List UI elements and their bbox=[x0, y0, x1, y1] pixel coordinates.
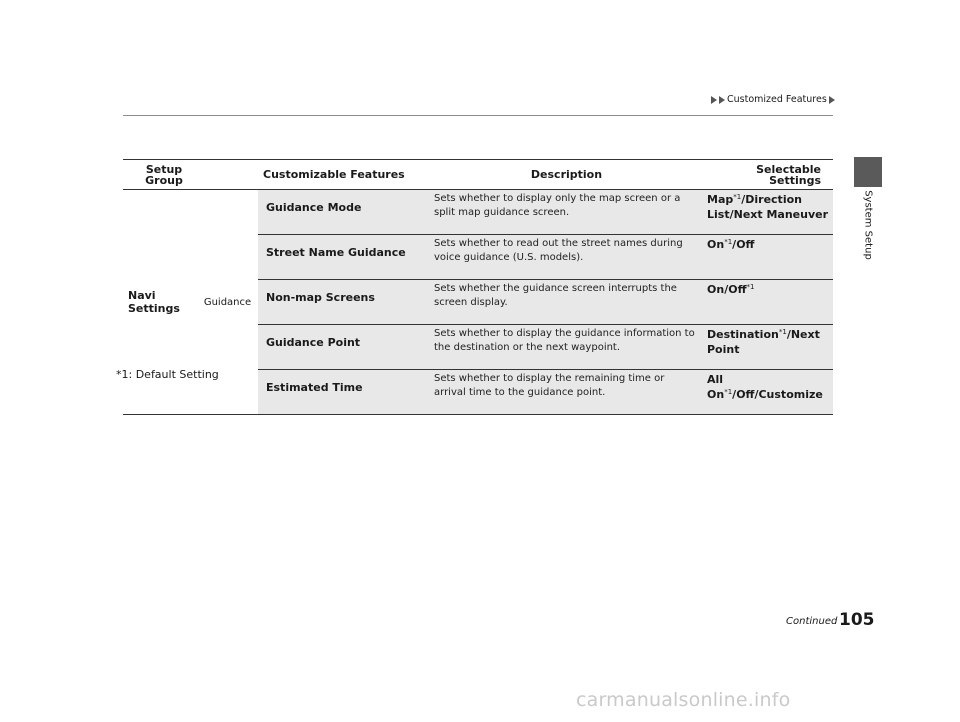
setting-option: On bbox=[707, 283, 725, 296]
default-marker: *1 bbox=[724, 388, 733, 396]
continued-label: Continued bbox=[786, 616, 838, 627]
feature-description: Sets whether the guidance screen interrupts the screen display. bbox=[430, 280, 703, 325]
footnote: *1: Default Setting bbox=[116, 368, 219, 381]
settings-separator: / bbox=[754, 388, 759, 401]
section-tab-label: System Setup bbox=[862, 190, 874, 260]
column-header-settings: Selectable Settings bbox=[703, 160, 833, 190]
feature-name: Street Name Guidance bbox=[258, 235, 430, 280]
page-number: 105 bbox=[839, 610, 875, 630]
settings-separator: / bbox=[732, 388, 737, 401]
arrow-right-icon bbox=[711, 96, 717, 104]
setting-option: Next Maneuver bbox=[733, 208, 829, 221]
feature-settings bbox=[703, 190, 833, 235]
feature-name: Guidance Mode bbox=[258, 190, 430, 235]
settings-separator: / bbox=[724, 283, 729, 296]
feature-description: Sets whether to display the guidance information to the destination or the next waypoint. bbox=[430, 325, 703, 370]
default-marker: *1 bbox=[733, 193, 742, 201]
feature-settings bbox=[703, 280, 833, 325]
settings-separator: / bbox=[732, 238, 737, 251]
settings-separator: / bbox=[729, 208, 734, 221]
table-row bbox=[123, 190, 833, 235]
settings-separator: / bbox=[741, 193, 746, 206]
setting-option: Customize bbox=[758, 388, 823, 401]
features-table bbox=[123, 159, 833, 415]
arrow-right-icon bbox=[719, 96, 725, 104]
feature-settings bbox=[703, 325, 833, 370]
section-tab bbox=[854, 157, 882, 187]
setting-option: Off bbox=[736, 238, 755, 251]
column-header-features: Customizable Features bbox=[258, 160, 430, 190]
setting-option: Next Point bbox=[707, 328, 820, 356]
default-marker: *1 bbox=[746, 283, 755, 291]
group-name: Navi Settings bbox=[128, 289, 180, 315]
feature-description: Sets whether to display only the map screen or a split map guidance screen. bbox=[430, 190, 703, 235]
feature-name: Estimated Time bbox=[258, 370, 430, 415]
default-marker: *1 bbox=[778, 328, 787, 336]
setting-option: Off bbox=[728, 283, 747, 296]
setting-option: Map bbox=[707, 193, 734, 206]
feature-settings bbox=[703, 370, 833, 415]
setting-option: Direction List bbox=[707, 193, 802, 221]
watermark: carmanualsonline.info bbox=[576, 689, 791, 711]
setting-option: On bbox=[707, 238, 725, 251]
arrow-right-icon bbox=[829, 96, 835, 104]
breadcrumb bbox=[711, 94, 835, 105]
setting-option: Destination bbox=[707, 328, 779, 341]
feature-description: Sets whether to display the remaining time or arrival time to the guidance point. bbox=[430, 370, 703, 415]
header-divider bbox=[123, 115, 833, 116]
breadcrumb-label: Customized Features bbox=[727, 94, 827, 105]
table-header-row bbox=[123, 160, 833, 190]
subgroup-name: Guidance bbox=[203, 296, 252, 308]
default-marker: *1 bbox=[724, 238, 733, 246]
feature-name: Guidance Point bbox=[258, 325, 430, 370]
feature-description: Sets whether to read out the street names during voice guidance (U.S. models). bbox=[430, 235, 703, 280]
setting-option: All On bbox=[707, 373, 725, 401]
feature-settings bbox=[703, 235, 833, 280]
feature-name: Non-map Screens bbox=[258, 280, 430, 325]
column-header-description: Description bbox=[430, 160, 703, 190]
settings-separator: / bbox=[786, 328, 791, 341]
setting-option: Off bbox=[736, 388, 755, 401]
column-header-setup-group: Setup Group bbox=[123, 160, 258, 190]
